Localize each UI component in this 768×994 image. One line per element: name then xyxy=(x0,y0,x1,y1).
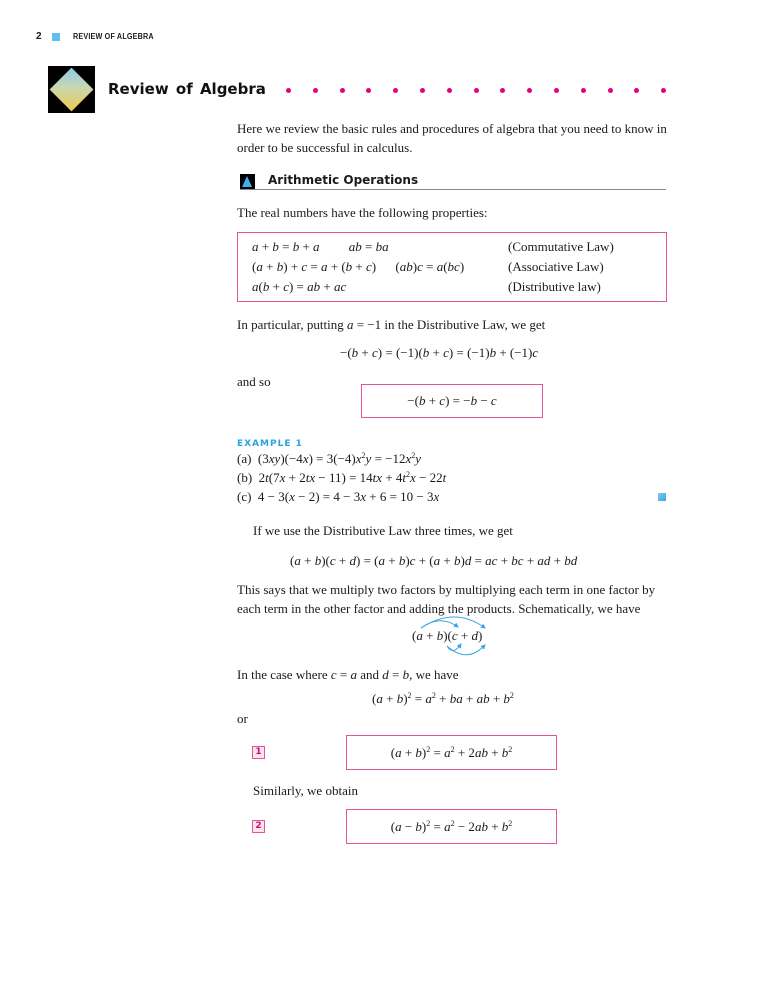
associative-add: (a + b) + c = a + (b + c) xyxy=(252,259,377,274)
negation-formula: −(b + c) = −b − c xyxy=(407,393,497,408)
dot-icon xyxy=(554,88,559,93)
dot-icon xyxy=(393,88,398,93)
distributive-formula: a(b + c) = ab + ac xyxy=(252,279,347,294)
equation-2-formula: $(a - b)^2 = a^2 - 2ab + b^2$ xyxy=(390,819,513,834)
boxed-negation xyxy=(361,384,543,418)
dot-icon xyxy=(661,88,666,93)
similarly-text: Similarly, we obtain xyxy=(253,783,358,798)
dot-icon xyxy=(634,88,639,93)
dot-icon xyxy=(286,88,291,93)
dot-icon xyxy=(313,88,318,93)
page-number: 2 xyxy=(36,31,42,42)
equation-number-1: 1 xyxy=(252,746,265,759)
expand-equation: (a + b)(c + d) = (a + b)c + (a + b)d = ac + bc + ad + bd xyxy=(290,553,578,568)
dot-icon xyxy=(500,88,505,93)
commutative-add: a + b = b + a xyxy=(252,239,320,254)
associative-mult: (ab)c = a(bc) xyxy=(395,259,465,274)
and-so-text: and so xyxy=(237,374,271,389)
schematic-equation: (a + b)(c + d) xyxy=(412,628,483,643)
diamond-logo-icon xyxy=(48,66,95,113)
dot-icon xyxy=(527,88,532,93)
triangle-icon xyxy=(240,174,255,189)
dot-icon xyxy=(340,88,345,93)
law-name: (Commutative Law) xyxy=(508,239,614,254)
running-head-title: REVIEW OF ALGEBRA xyxy=(73,32,154,41)
multiply-text: This says that we multiply two factors by multiplying each term in one factor by each term in the other factor and adding the products. Schematically, we have xyxy=(237,582,656,616)
foil-schematic xyxy=(395,612,505,660)
or-text: or xyxy=(237,711,248,726)
section-title: Review of Algebra xyxy=(108,80,266,98)
intro-paragraph: Here we review the basic rules and procedures of algebra that you need to know in order to be successful in calculus. xyxy=(237,121,667,155)
properties-intro: The real numbers have the following properties: xyxy=(237,205,488,220)
case-text: In the case where c = a and d = b, we have xyxy=(237,667,459,682)
law-name: (Distributive law) xyxy=(508,279,601,294)
dotted-rule xyxy=(286,88,686,94)
square-expand-equation: $(a + b)^2 = a^2$ + ba + ab + $b^2$ xyxy=(372,691,514,706)
equation-number-2: 2 xyxy=(252,820,265,833)
subsection-title: Arithmetic Operations xyxy=(268,173,419,187)
boxed-equation-2 xyxy=(346,809,557,844)
example-part-c: (c) 4 − 3(x − 2) = 4 − 3x + 6 = 10 − 3x xyxy=(237,489,440,504)
laws-box xyxy=(237,232,667,302)
dot-icon xyxy=(420,88,425,93)
equation-1-formula: $(a + b)^2 = a^2 + 2ab + b^2$ xyxy=(390,745,513,760)
particular-equation: −(b + c) = (−1)(b + c) = (−1)b + (−1)c xyxy=(340,345,539,360)
dot-icon xyxy=(474,88,479,93)
subsection-header xyxy=(240,173,666,190)
dot-icon xyxy=(366,88,371,93)
example-part-b: (b) $2t(7x + 2tx - 11) = 14tx + 4t^2x - 22t$ xyxy=(237,470,447,485)
three-times-text: If we use the Distributive Law three times, we get xyxy=(253,523,513,538)
boxed-equation-1 xyxy=(346,735,557,770)
law-name: (Associative Law) xyxy=(508,259,604,274)
example-label: EXAMPLE 1 xyxy=(237,439,303,449)
end-of-example-icon xyxy=(658,493,666,501)
dot-icon xyxy=(608,88,613,93)
square-marker-icon xyxy=(52,33,60,41)
dot-icon xyxy=(447,88,452,93)
running-head xyxy=(0,31,768,45)
particular-text: In particular, putting a = −1 in the Distributive Law, we get xyxy=(237,317,546,332)
dot-icon xyxy=(581,88,586,93)
commutative-mult: ab = ba xyxy=(348,239,389,254)
example-part-a: (a) $(3xy)(-4x) = 3(-4)x^2y = -12x^2y$ xyxy=(237,451,422,466)
